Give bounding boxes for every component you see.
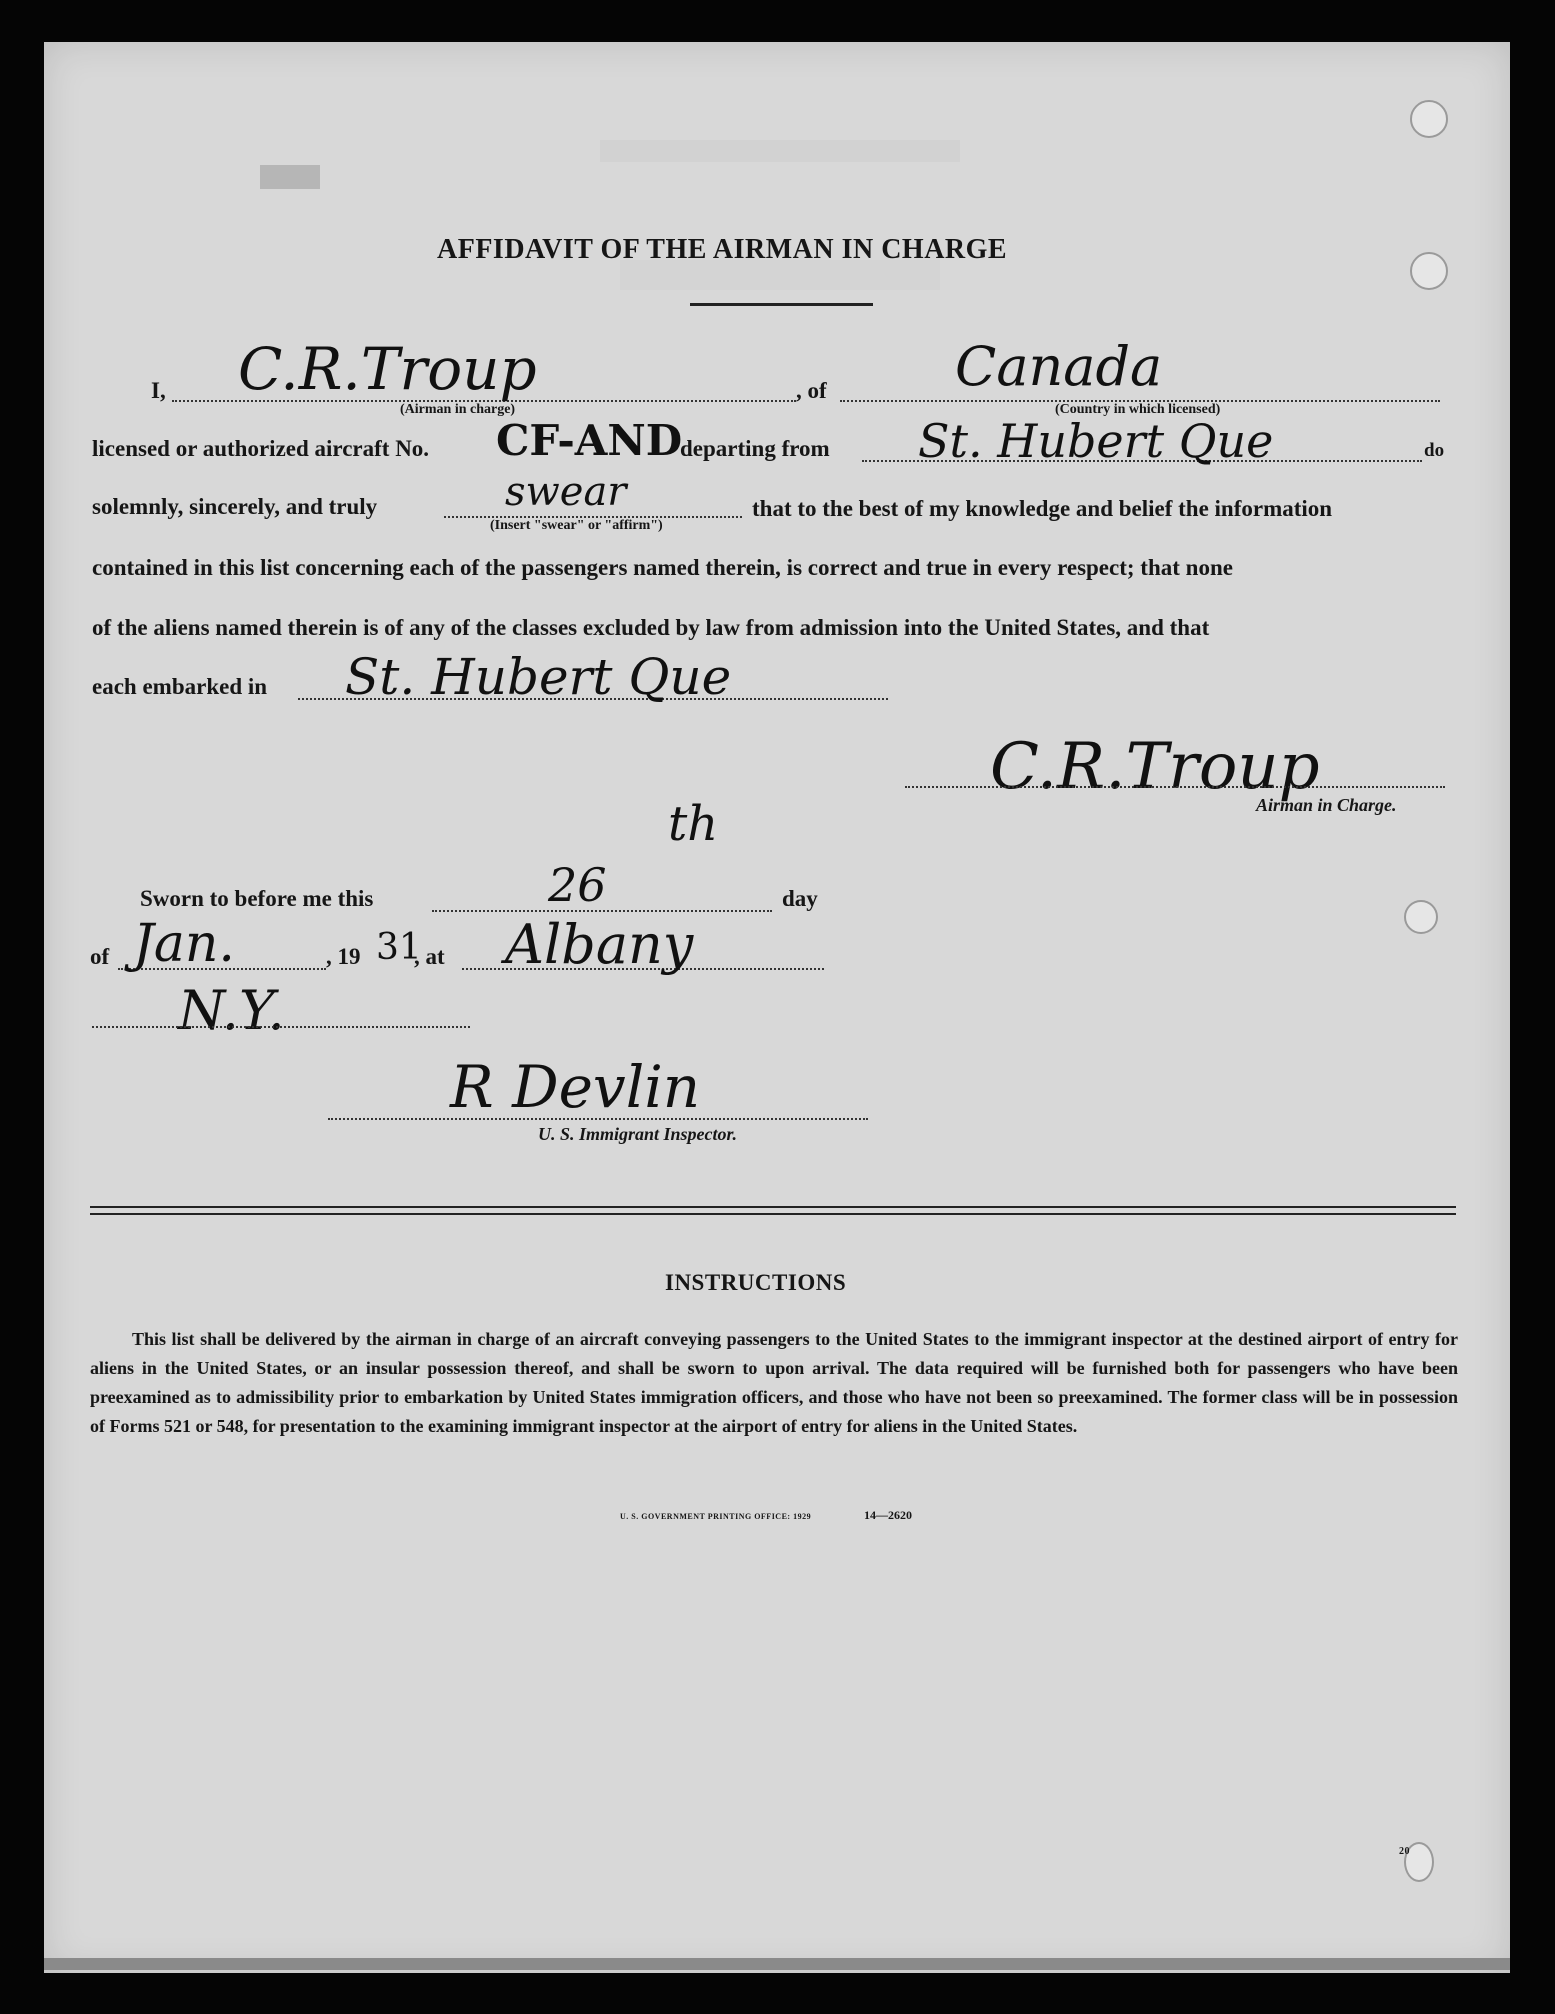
place-state-handwritten: N.Y. [178,979,285,1042]
bleed-through-mark [260,165,320,189]
affidavit-line4: contained in this list concerning each of the passengers named therein, is correct and true in every respect; that none [92,555,1233,580]
inspector-signature-line [328,1118,868,1120]
instructions-title: INSTRUCTIONS [665,1270,847,1295]
airman-signature: C.R.Troup [990,730,1320,804]
bleed-through-mark [600,140,960,162]
section-divider-bottom [90,1213,1456,1215]
airman-signature-line [905,786,1445,788]
line2-suffix: do [1424,440,1445,461]
embarked-in-handwritten: St. Hubert Que [345,648,732,706]
place-handwritten: Albany [505,913,694,976]
line1-prefix: I, [151,378,166,403]
country-caption: (Country in which licensed) [1055,402,1221,417]
year-prefix: , 19 [326,944,361,969]
page-number: 20 [1399,1846,1410,1857]
inspector-signature: R Devlin [450,1053,701,1121]
line6-prefix: each embarked in [92,674,268,699]
line3-prefix: solemnly, sincerely, and truly [92,494,378,519]
form-code: 14—2620 [864,1508,912,1522]
line3-suffix: that to the best of my knowledge and belief the information [752,496,1333,521]
page-title: AFFIDAVIT OF THE AIRMAN IN CHARGE [437,234,1008,265]
place-state-field [92,1026,470,1028]
oath-handwritten: swear [505,469,627,515]
punch-hole-3 [1404,900,1438,934]
day-handwritten: 26 [548,858,607,912]
month-handwritten: Jan. [133,914,235,974]
airman-caption: (Airman in charge) [400,402,516,417]
inspector-caption: U. S. Immigrant Inspector. [538,1124,738,1144]
section-divider-top [90,1206,1456,1208]
sworn-day-label: day [782,886,818,911]
instructions-text: This list shall be delivered by the airman in charge of an aircraft conveying passengers to the United States to the immigrant inspector at the destined airport of entry for aliens in the United States, or an insular possession thereof, and shall be sworn to upon arrival. The data required will be furnished both for passengers who have been preexamined as to admissibility prior to embarkation by United States immigration officers, and those who have not been so preexamined. The former class will be in possession of Forms 521 or 548, for presentation to the examining immigrant inspector at the airport of entry for aliens in the United States. [90,1329,1458,1436]
of-label: of [90,944,110,969]
printing-office-imprint: U. S. GOVERNMENT PRINTING OFFICE: 1929 [620,1512,812,1521]
punch-hole-2 [1410,252,1448,290]
title-underline [690,303,873,306]
aircraft-no-handwritten: CF-AND [496,416,683,465]
swear-caption: (Insert "swear" or "affirm") [490,518,663,533]
at-label: , at [414,944,445,969]
line1-of: , of [796,378,827,403]
line2-prefix: licensed or authorized aircraft No. [92,436,430,461]
sworn-prefix: Sworn to before me this [140,886,374,911]
year-handwritten: 31 [376,927,422,968]
punch-hole-1 [1410,100,1448,138]
airman-signature-caption: Airman in Charge. [1256,795,1397,815]
affidavit-line5: of the aliens named therein is of any of the classes excluded by law from admission into the United States, and that [92,615,1210,640]
line2-departing: departing from [680,436,830,461]
page-edge [44,1958,1510,1970]
day-suffix-handwritten: th [668,796,719,852]
airman-name-handwritten: C.R.Troup [238,335,537,403]
country-handwritten: Canada [955,335,1163,398]
departing-from-handwritten: St. Hubert Que [918,414,1274,468]
